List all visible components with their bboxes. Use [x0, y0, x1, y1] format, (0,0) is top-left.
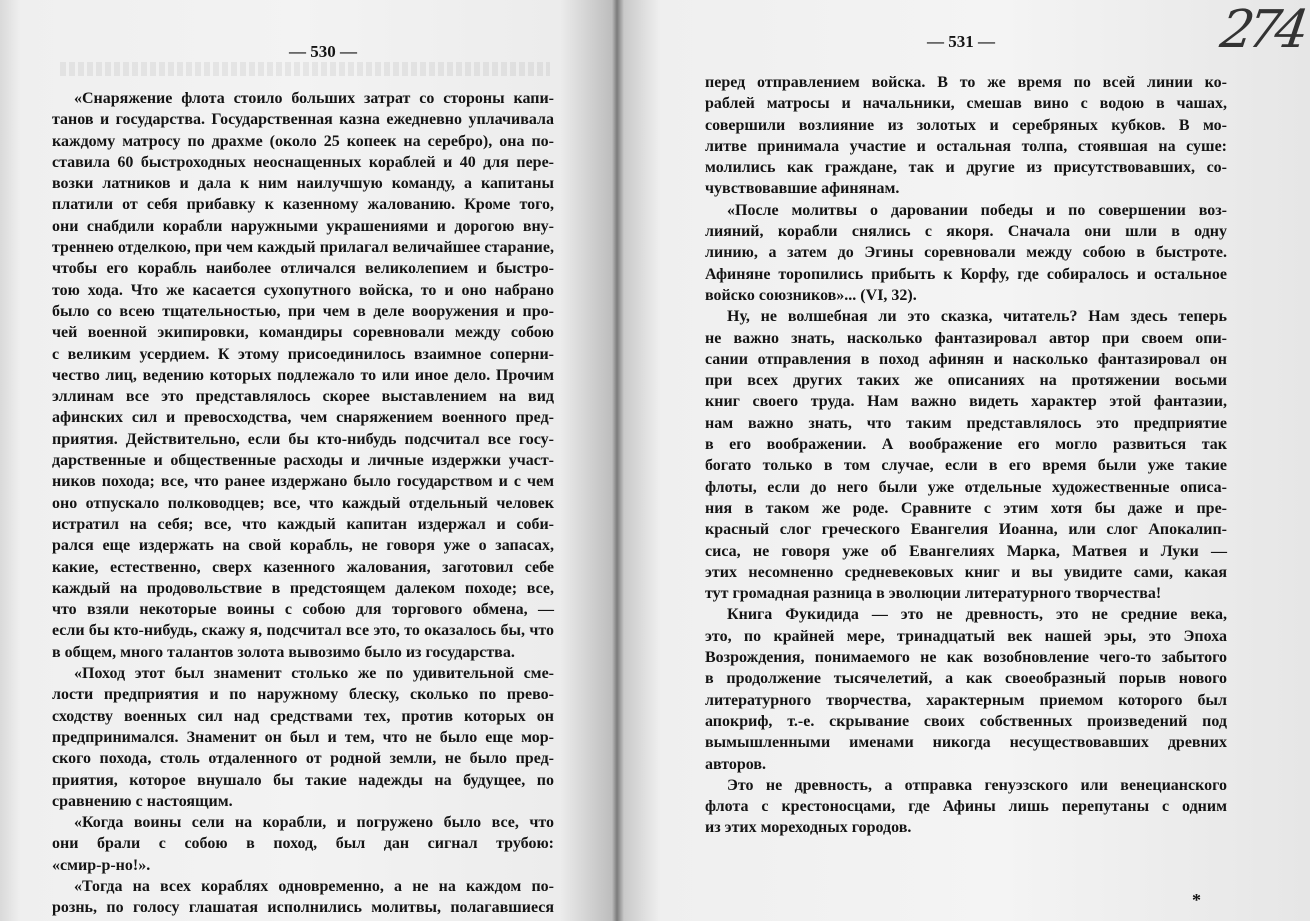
- text-line: авторов.: [705, 755, 767, 773]
- text-line: тою хода. Что же касается сухопутного войска, то и оно набрано: [52, 281, 554, 299]
- text-line: тут громадная разница в эволюции литературного творчества!: [705, 585, 1162, 603]
- text-line: каждому матросу по драхме (около 25 копеек на серебро), она по-: [52, 132, 554, 150]
- text-line: Возрождения, понимаемого не как возобновление чего-то забытого: [705, 649, 1227, 667]
- text-line: чей военной экипировки, командиры соревновали между собою: [52, 324, 554, 342]
- text-line: сании отправления в поход афинян и насколько фантазировал он: [705, 350, 1227, 368]
- text-line: апокриф, т.-е. скрывание своих собственных произведений под: [705, 712, 1227, 730]
- text-line: нам важно знать, что таким представлялось это предприятие: [705, 414, 1227, 432]
- text-line: в его воображении. А воображение его могло развиться так: [705, 436, 1227, 454]
- right-page: [705, 30, 1227, 839]
- text-line: чество лиц, ведению которых подлежало то или иное дело. Прочим: [52, 366, 554, 384]
- text-line: рознь, по голосу глашатая исполнились молитвы, полагавшиеся: [52, 899, 554, 917]
- text-line: ния в таком же роде. Сравните с этим хотя бы даже и пре-: [705, 499, 1227, 517]
- page-number: — 530 —: [289, 42, 357, 61]
- paragraph: [52, 88, 554, 663]
- text-line: Это не древность, а отправка генуэзского или венецианского: [727, 776, 1227, 794]
- text-line: литве принимала участие и остальная толпа, стоявшая на суше:: [705, 137, 1227, 155]
- text-line: флота с крестоносцами, где Афины лишь перепутаны с одним: [705, 798, 1227, 816]
- text-line: предпринимался. Знаменит он был и тем, что не было еще мор-: [52, 728, 554, 746]
- paragraph: [52, 812, 554, 876]
- text-line: совершили возлияние из золотых и серебряных кубков. В мо-: [705, 116, 1227, 134]
- text-line: «смир-р-но!».: [52, 856, 151, 874]
- text-line: афинских сил и превосходства, чем снаряжением военного пред-: [52, 409, 554, 427]
- text-line: это, по крайней мере, тринадцатый век нашей эры, это Эпоха: [705, 627, 1227, 645]
- paragraph: [52, 876, 554, 919]
- text-line: танов и государства. Государственная казна ежедневно уплачивала: [52, 111, 554, 129]
- text-line: литературного творчества, характерным приемом которого был: [705, 691, 1227, 709]
- text-line: платили от себя прибавку к казенному жалованию. Кроме того,: [52, 196, 554, 214]
- text-line: в общем, много талантов золота вывозимо было из государства.: [52, 643, 515, 661]
- paragraph: [705, 200, 1227, 306]
- footer-asterisk: *: [1192, 890, 1201, 910]
- text-line: каждый на продовольствие в предстоящем далеком походе; все,: [52, 579, 554, 597]
- text-line: «Тогда на всех кораблях одновременно, а не на каждом по-: [74, 877, 554, 895]
- text-line: флоты, если до него были уже отдельные художественные описа-: [705, 478, 1227, 496]
- paragraph: [705, 306, 1227, 604]
- page-text: [705, 72, 1227, 839]
- text-line: ставила 60 быстроходных неоснащенных кораблей и 40 для пере-: [52, 153, 554, 171]
- paragraph: [705, 72, 1227, 200]
- text-line: они снабдили корабли наружными украшениями и дорогою вну-: [52, 217, 554, 235]
- text-line: Книга Фукидида — это не древность, это не средние века,: [727, 606, 1227, 624]
- paragraph: [52, 663, 554, 812]
- text-line: раблей матросы и начальники, смешав вино с водою в чашах,: [705, 95, 1227, 113]
- text-line: ского похода, столь отдаленного от родной земли, не было пред-: [52, 750, 554, 768]
- text-line: сравнению с настоящим.: [52, 792, 233, 810]
- text-line: в продолжение тысячелетий, а как своеобразный порыв нового: [705, 670, 1227, 688]
- text-line: с великим усердием. К этому присоединилось взаимное соперни-: [52, 345, 554, 363]
- text-line: эллинам все это представлялось скорее выставлением на вид: [52, 388, 554, 406]
- text-line: «После молитвы о даровании победы и по совершении воз-: [727, 201, 1227, 219]
- text-line: рался еще издержать на свой корабль, не говоря уже о запасах,: [52, 537, 554, 555]
- text-line: было со всею тщательностью, при чем в деле вооружения и про-: [52, 302, 554, 320]
- text-line: сиса, не говоря уже об Евангелиях Марка, Матвея и Луки —: [705, 542, 1227, 560]
- page-text: [52, 88, 554, 919]
- text-line: они брали с собою в поход, был дан сигнал трубою:: [52, 835, 554, 853]
- text-line: «Поход этот был знаменит столько же по удивительной сме-: [74, 665, 554, 683]
- text-line: из этих мореходных городов.: [705, 819, 912, 837]
- text-line: чтобы его корабль наиболее отличался великолепием и быстро-: [52, 260, 554, 278]
- text-line: сходству военных сил над средствами тех, против которых он: [52, 707, 554, 725]
- text-line: лости предприятия и по наружному блеску, сколько по прево-: [52, 686, 554, 704]
- text-line: что взяли некоторые воины с собою для торгового обмена, —: [52, 601, 554, 619]
- handwritten-folio-number: 274: [1216, 0, 1307, 60]
- paragraph: [705, 775, 1227, 839]
- text-line: «Снаряжение флота стоило больших затрат со стороны капи-: [74, 90, 554, 107]
- text-line: приятия. Действительно, если бы кто-нибудь подсчитал все госу-: [52, 430, 554, 448]
- text-line: оно отпускало полководцев; все, что каждый отдельный человек: [52, 494, 554, 512]
- text-line: чувствовавшие афинянам.: [705, 180, 900, 198]
- paragraph: [705, 604, 1227, 774]
- text-line: богато только в том случае, если в его время были уже такие: [705, 457, 1227, 475]
- text-line: не важно знать, насколько фантазировал автор при своем опи-: [705, 329, 1227, 347]
- text-line: ников похода; все, что ранее издержано было государством и с чем: [52, 473, 554, 491]
- text-line: «Когда воины сели на корабли, и погружено было все, что: [74, 814, 554, 832]
- text-line: перед отправлением войска. В то же время по всей линии ко-: [705, 74, 1227, 91]
- text-line: лияний, корабли снялись с якоря. Сначала они шли в одну: [705, 223, 1227, 241]
- text-line: молились как граждане, так и другие из присутствовавших, со-: [705, 159, 1227, 177]
- text-line: какие, естественно, сверх казенного жалования, заготовил себе: [52, 558, 554, 576]
- text-line: этих несомненно средневековых книг и вы увидите сами, какая: [705, 563, 1227, 581]
- text-line: вымышленными именами никогда несуществовавших древних: [705, 734, 1227, 752]
- text-line: Ну, не волшебная ли это сказка, читатель? Нам здесь теперь: [727, 308, 1227, 326]
- text-line: Афиняне торопились прибыть к Корфу, где собиралось и остальное: [705, 265, 1227, 283]
- text-line: книг своего труда. Нам важно видеть характер этой фантазии,: [705, 393, 1227, 411]
- text-line: истратил на себя; все, что каждый капитан издержал и соби-: [52, 515, 554, 533]
- text-line: линию, а затем до Эгины соревновали между собою в быстроте.: [705, 244, 1227, 262]
- text-line: если бы кто-нибудь, скажу я, подсчитал все это, то оказалось бы, что: [52, 622, 554, 640]
- text-line: войско союзников»... (VI, 32).: [705, 286, 917, 304]
- text-line: возки латников и дала к ним наилучшую команду, а капитаны: [52, 175, 554, 193]
- text-line: треннею отделкою, при чем каждый прилагал величайшее старание,: [52, 239, 554, 257]
- text-line: при всех других таких же описаниях на протяжении восьми: [705, 372, 1227, 390]
- text-line: красный слог греческого Евангелия Иоанна, или слог Апокалип-: [705, 521, 1227, 539]
- page-number: — 531 —: [927, 32, 995, 51]
- text-line: дарственные и общественные расходы и личные издержки участ-: [52, 452, 554, 470]
- text-line: приятия, которое внушало бы такие надежды на будущее, по: [52, 771, 554, 789]
- left-page: [52, 40, 554, 919]
